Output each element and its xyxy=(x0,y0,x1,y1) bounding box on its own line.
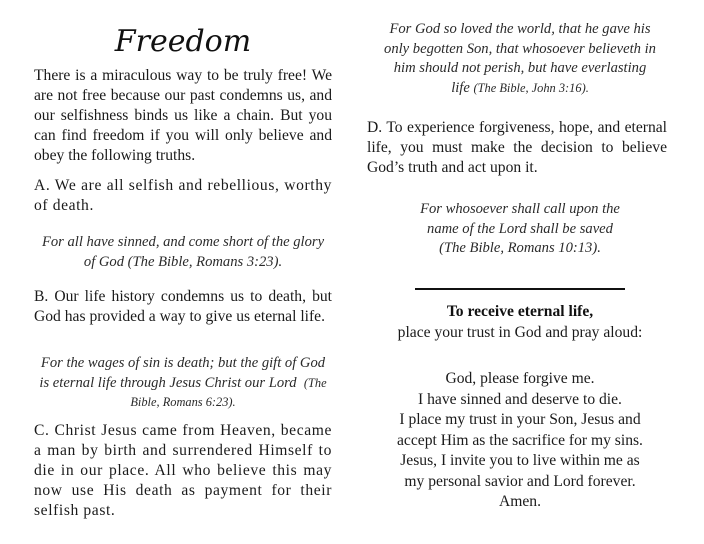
verse-line: (The Bible, Romans 10:13). xyxy=(439,240,601,256)
cta-subheading: place your trust in God and pray aloud: xyxy=(397,324,643,341)
prayer-line: Amen. xyxy=(498,493,541,510)
prayer-line: I place my trust in your Son, Jesus and xyxy=(399,411,641,428)
verse-john-3-16 xyxy=(370,20,670,98)
page-title: Freedom xyxy=(114,24,252,59)
verse-romans-6-23 xyxy=(34,354,332,413)
prayer-line: my personal savior and Lord forever. xyxy=(404,472,636,490)
verse-reference: (The Bible, John 3:16). xyxy=(473,80,589,95)
point-a: A. We are all selfish and rebellious, worthy of death. xyxy=(34,177,332,214)
prayer-line: God, please forgive me. xyxy=(445,370,595,387)
prayer-line: accept Him as the sacrifice for my sins. xyxy=(397,431,643,449)
point-c: C. Christ Jesus came from Heaven, became a man by birth and surrendered Himself to die in our place. All who believe this may now use His death as payment for their selfish past. xyxy=(34,422,332,519)
intro-paragraph: There is a miraculous way to be truly free! We are not free because our past condemns us, and our selfishness binds us like a chain. But you can find freedom if you will only believe and obey the following truths. xyxy=(34,67,332,164)
point-d: D. To experience forgiveness, hope, and eternal life, you must make the decision to believe God’s truth and act upon it. xyxy=(367,119,667,176)
point-b: B. Our life history condemns us to death, but God has provided a way to give us eternal life. xyxy=(34,288,332,325)
prayer-line: Jesus, I invite you to live within me as xyxy=(400,452,640,469)
verse-romans-10-13 xyxy=(370,200,670,259)
verse-line: For whosoever shall call upon the xyxy=(420,201,620,217)
cta-heading: To receive eternal life, xyxy=(446,303,594,320)
verse-romans-3-23: For all have sinned, and come short of the glory of God (The Bible, Romans 3:23). xyxy=(41,234,325,270)
verse-reference: (The Bible, Romans 6:23). xyxy=(130,375,327,409)
divider-line xyxy=(415,288,625,290)
verse-text: For the wages of sin is death; but the gift of God is eternal life through Jesus Christ our Lord xyxy=(39,355,326,391)
prayer-block xyxy=(370,369,670,513)
verse-text: For God so loved the world, that he gave his only begotten Son, that whosoever believeth in him should not perish, but have everlasting life xyxy=(384,21,656,96)
prayer-line: I have sinned and deserve to die. xyxy=(418,390,622,408)
verse-line: name of the Lord shall be saved xyxy=(427,220,613,237)
